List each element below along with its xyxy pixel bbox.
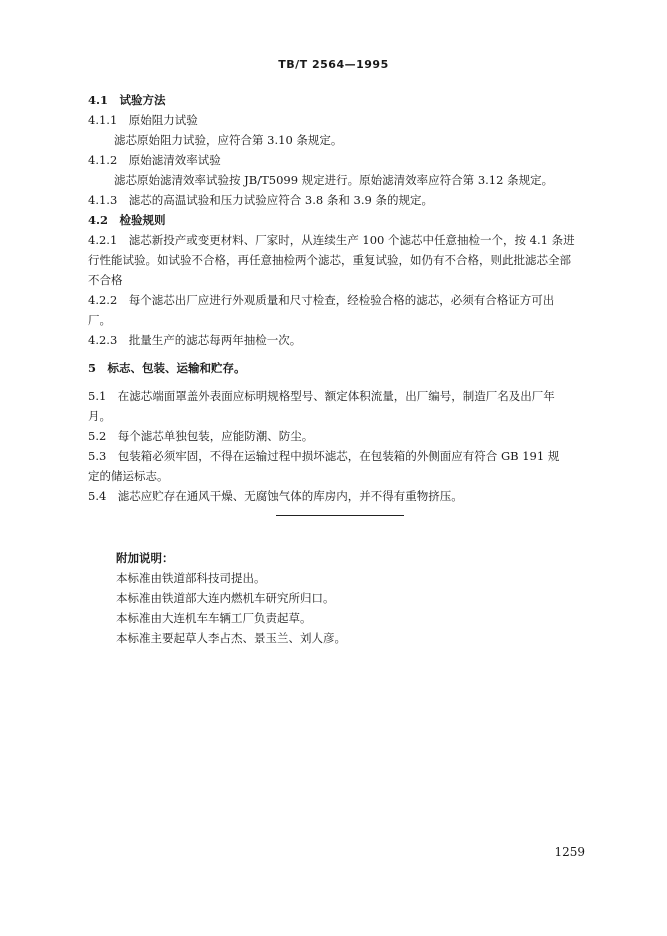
section-5-3-line2: 定的储运标志。 bbox=[88, 469, 169, 483]
standard-header: TB/T 2564—1995 bbox=[278, 58, 389, 71]
section-4-1-3: 4.1.3 滤芯的高温试验和压力试验应符合 3.8 条和 3.9 条的规定。 bbox=[88, 193, 433, 207]
section-5-1-line2: 月。 bbox=[88, 409, 111, 423]
section-4-2-3: 4.2.3 批量生产的滤芯每两年抽检一次。 bbox=[88, 333, 302, 347]
section-5-1-line1: 5.1 在滤芯端面罩盖外表面应标明规格型号、额定体积流量，出厂编号，制造厂名及出厂年 bbox=[88, 389, 555, 403]
end-divider bbox=[276, 515, 404, 516]
section-4-1-2-heading: 4.1.2 原始滤清效率试验 bbox=[88, 153, 221, 167]
page-number: 1259 bbox=[554, 845, 585, 859]
section-4-2-heading: 4.2 检验规则 bbox=[88, 213, 166, 227]
section-5-heading: 5 标志、包装、运输和贮存。 bbox=[88, 361, 246, 375]
section-4-2-2-line1: 4.2.2 每个滤芯出厂应进行外观质量和尺寸检查，经检验合格的滤芯，必须有合格证方可出 bbox=[88, 293, 555, 307]
section-4-2-1-line1: 4.2.1 滤芯新投产或变更材料、厂家时，从连续生产 100 个滤芯中任意抽检一个，按 4.1 条进 bbox=[88, 233, 575, 247]
section-4-2-1-line2: 行性能试验。如试验不合格，再任意抽检两个滤芯，重复试验，如仍有不合格，则此批滤芯全部 bbox=[88, 253, 571, 267]
section-4-2-2-line2: 厂。 bbox=[88, 313, 111, 327]
section-5-3-line1: 5.3 包装箱必须牢固，不得在运输过程中损坏滤芯，在包装箱的外侧面应有符合 GB 191 规 bbox=[88, 449, 560, 463]
addendum-line: 本标准由铁道部科技司提出。 bbox=[116, 571, 266, 585]
section-4-2-1-line3: 不合格 bbox=[88, 273, 123, 287]
section-5-4: 5.4 滤芯应贮存在通风干燥、无腐蚀气体的库房内，并不得有重物挤压。 bbox=[88, 489, 463, 503]
addendum bbox=[116, 548, 536, 648]
section-4-1-1-heading: 4.1.1 原始阻力试验 bbox=[88, 113, 198, 127]
main-text bbox=[88, 90, 603, 506]
addendum-line: 本标准主要起草人李占杰、景玉兰、刘人彦。 bbox=[116, 631, 346, 645]
addendum-line: 本标准由大连机车车辆工厂负责起草。 bbox=[116, 611, 312, 625]
section-5-2: 5.2 每个滤芯单独包装，应能防潮、防尘。 bbox=[88, 429, 314, 443]
addendum-title: 附加说明： bbox=[116, 551, 174, 565]
addendum-line: 本标准由铁道部大连内燃机车研究所归口。 bbox=[116, 591, 335, 605]
section-4-1-heading: 4.1 试验方法 bbox=[88, 93, 166, 107]
section-4-1-1-body: 滤芯原始阻力试验，应符合第 3.10 条规定。 bbox=[114, 133, 343, 147]
section-4-1-2-body: 滤芯原始滤清效率试验按 JB/T5099 规定进行。原始滤清效率应符合第 3.12 条规定。 bbox=[114, 173, 554, 187]
